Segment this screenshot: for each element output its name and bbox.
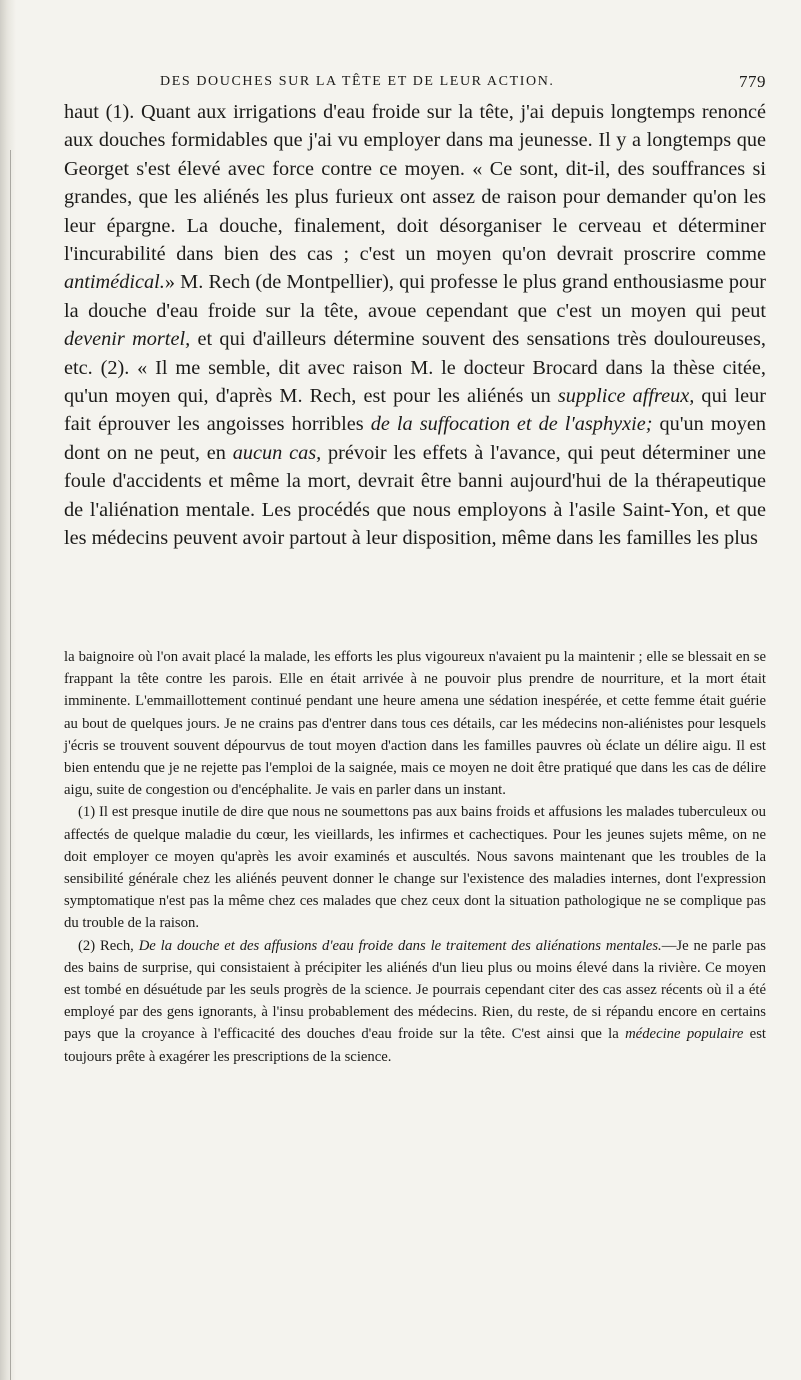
running-head-title: DES DOUCHES SUR LA TÊTE ET DE LEUR ACTION. [160, 74, 555, 89]
italic-term: aucun cas, [232, 441, 322, 464]
main-text-segment: » M. Rech (de Montpellier), qui professe le plus grand enthousiasme pour la douche d'eau froide sur la tête, avoue cependant que c'est un moyen qui peut [64, 271, 766, 322]
main-text-segment: prévoir les effets à l'avance, qui peut déterminer une foule d'accidents et même la mort, devrait être banni aujourd'hui de la thérapeutique de l'aliénation mentale. Les procédés que nous employons à l'asile Saint-Yon, et que les médecins peuvent avoir partout à leur disposition, même dans les familles les plus [64, 441, 766, 550]
main-paragraph [64, 98, 766, 553]
italic-term: de la suffocation et de l'asphyxie; [370, 413, 653, 436]
running-head [160, 74, 766, 96]
page-number: 779 [739, 72, 766, 91]
footnote-2 [64, 935, 766, 1068]
footnote-1: (1) Il est presque inutile de dire que nous ne soumettons pas aux bains froids et affusions les malades tuberculeux ou affectés de quelque maladie du cœur, les vieillards, les infirmes et cachectiques. Pour les jeunes sujets même, on ne doit employer ce moyen qu'après les avoir examinés et auscultés. Nous savons maintenant que les troubles de la sensibilité générale chez les aliénés peuvent donner le change sur l'existence des maladies internes, dont l'expression symptomatique n'est pas la même chez ces malades que chez ceux dont la situation pathologique ne se complique pas du trouble de la raison. [64, 804, 766, 932]
italic-term: médecine populaire [625, 1026, 744, 1043]
footnote-text-segment: —Je ne parle pas des bains de surprise, qui consistaient à précipiter les aliénés d'un lieu plus ou moins élevé dans la rivière. Ce moyen est tombé en désuétude par les seuls progrès de la science. Je pourrais cependant citer des cas assez récents où il a été employé par des gens ignorants, à l'insu probablement des médecins. Rien, du reste, de si répandu encore en certains pays que la croyance à l'efficacité des douches d'eau froide sur la tête. C'est ainsi que la [64, 937, 767, 1043]
footnote-text-segment: est toujours prête à exagérer les prescriptions de la science. [64, 1026, 766, 1065]
gutter-edge-line [10, 150, 11, 1380]
main-text-segment: haut (1). Quant aux irrigations d'eau froide sur la tête, j'ai depuis longtemps renoncé aux douches formidables que j'ai vu employer dans ma jeunesse. Il y a longtemps que Georget s'est élevé avec force contre ce moyen. « Ce sont, dit-il, des souffrances si grandes, que les aliénés les plus furieux ont assez de raison pour demander qu'on les leur épargne. La douche, finalement, doit désorganiser le cerveau et déterminer l'incurabilité dans bien des cas ; c'est un moyen qu'on devrait proscrire comme [64, 101, 766, 266]
main-text-segment: et qui d'ailleurs détermine souvent des sensations très douloureuses, etc. (2). « Il me semble, dit avec raison M. le docteur Brocard dans la thèse citée, qu'un moyen qui, d'après M. Rech, est pour les aliénés un [64, 328, 766, 408]
italic-term: antimédical. [64, 271, 165, 294]
footnotes [64, 646, 766, 1068]
footnote-text-segment: (2) Rech, [78, 937, 139, 954]
book-gutter [0, 0, 16, 1380]
cited-title: De la douche et des affusions d'eau froide dans le traitement des aliénations mentales. [138, 937, 662, 954]
main-text-segment: qu'un moyen dont on ne peut, en [64, 413, 766, 464]
main-text-segment: qui leur fait éprouver les angoisses horribles [64, 385, 766, 436]
italic-term: supplice affreux, [557, 385, 695, 408]
italic-term: devenir mortel, [64, 328, 191, 351]
main-text [64, 98, 766, 553]
footnote-continuation: la baignoire où l'on avait placé la malade, les efforts les plus vigoureux n'avaient pu la maintenir ; elle se blessait en se frappant la tête contre les parois. Elle en était arrivée à ne pouvoir plus prendre de nourriture, et la mort était imminente. L'emmaillottement continué pendant une heure amena une sédation inespérée, et cette femme était guérie au bout de quelques jours. Je ne crains pas d'entrer dans tous ces détails, car les médecins non-aliénistes pour lesquels j'écris se trouvent souvent dépourvus de tout moyen d'action dans les familles pauvres où éclate un délire aigu. Il est bien entendu que je ne rejette pas l'emploi de la saignée, mais ce moyen ne doit être pratiqué que dans les cas de délire aigu, suite de congestion ou d'encéphalite. Je vais en parler dans un instant. [64, 649, 766, 799]
